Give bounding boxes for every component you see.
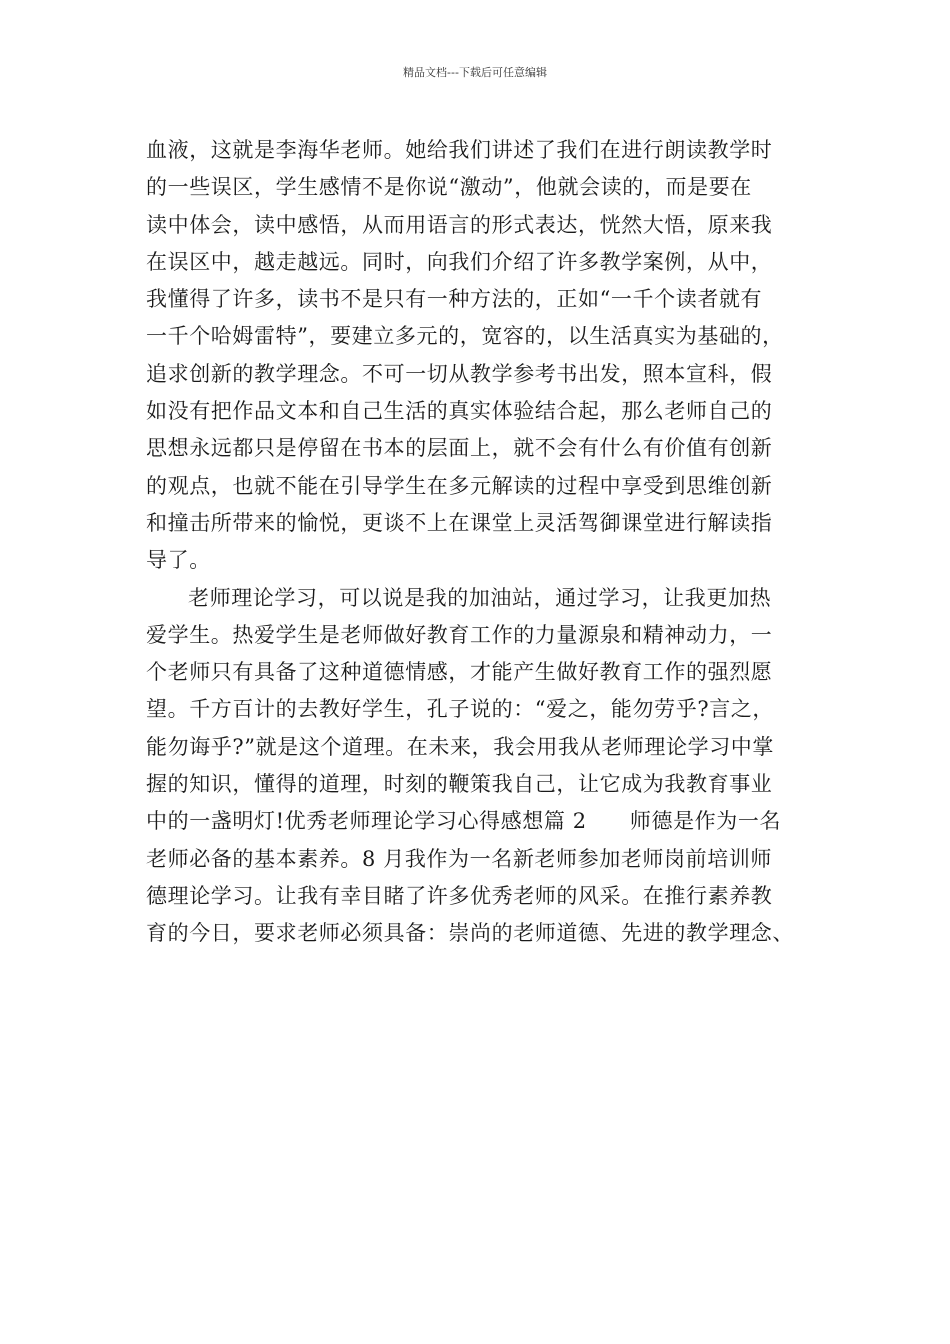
text-line-indented: 老师理论学习，可以说是我的加油站，通过学习，让我更加热 [188,585,772,610]
text-line: 育的今日，要求老师必须具备：崇尚的老师道德、先进的教学理念、 [146,921,794,946]
text-line: 的观点，也就不能在引导学生在多元解读的过程中享受到思维创新 [146,473,773,498]
text-line: 如没有把作品文本和自己生活的真实体验结合起，那么老师自己的 [146,399,773,424]
text-line: 爱学生。热爱学生是老师做好教育工作的力量源泉和精神动力，一 [146,622,773,647]
paragraph-2 [146,580,826,953]
text-line: 我懂得了许多，读书不是只有一种方法的，正如“一千个读者就有 [146,287,763,312]
text-line: 望。千方百计的去教好学生，孔子说的：“爱之，能勿劳乎?言之， [146,697,774,722]
document-body [146,132,826,953]
text-line: 中的一盏明灯!优秀老师理论学习心得感想篇 2 师德是作为一名 [146,809,782,834]
text-line: 血液，这就是李海华老师。她给我们讲述了我们在进行朗读教学时 [146,138,773,162]
text-line: 能勿诲乎?”就是这个道理。在未来，我会用我从老师理论学习中掌 [146,734,774,759]
text-line: 个老师只有具备了这种道德情感，才能产生做好教育工作的强烈愿 [146,660,773,685]
text-line: 思想永远都只是停留在书本的层面上，就不会有什么有价值有创新 [146,436,773,461]
text-line: 德理论学习。让我有幸目睹了许多优秀老师的风采。在推行素养教 [146,883,773,908]
text-line: 在误区中，越走越远。同时，向我们介绍了许多教学案例，从中， [146,249,773,274]
text-line: 和撞击所带来的愉悦，更谈不上在课堂上灵活驾御课堂进行解读指 [146,510,773,535]
text-line: 读中体会，读中感悟，从而用语言的形式表达，恍然大悟，原来我 [146,212,773,237]
text-line: 握的知识，懂得的道理，时刻的鞭策我自己，让它成为我教育事业 [146,772,773,797]
text-line: 的一些误区，学生感情不是你说“激动”，他就会读的，而是要在 [146,175,752,200]
text-line: 老师必备的基本素养。8 月我作为一名新老师参加老师岗前培训师 [146,846,773,871]
paragraph-1 [146,132,826,580]
text-line: 追求创新的教学理念。不可一切从教学参考书出发，照本宣科，假 [146,361,773,386]
page-header: 精品文档---下载后可任意编辑 [403,66,547,79]
text-line: 导了。 [146,548,211,573]
text-line: 一千个哈姆雷特”，要建立多元的，宽容的，以生活真实为基础的， [146,324,784,349]
